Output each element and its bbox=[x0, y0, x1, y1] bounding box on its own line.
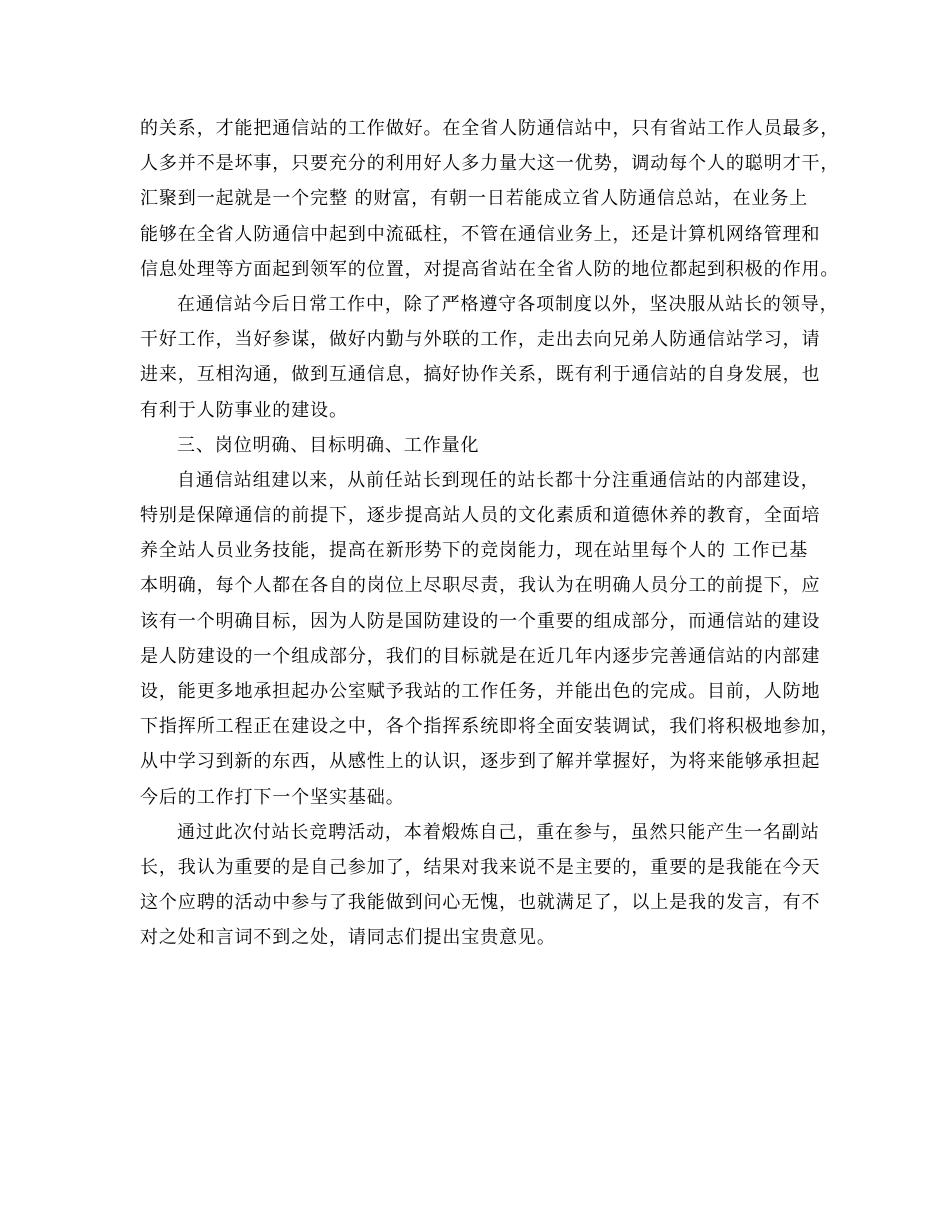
document-body bbox=[140, 111, 840, 956]
text-line: 养全站人员业务技能，提高在新形势下的竞岗能力，现在站里每个人的 工作已基 bbox=[140, 540, 809, 562]
text-line: 信息处理等方面起到领军的位置，对提高省站在全省人防的地位都起到积极的作用。 bbox=[140, 258, 840, 280]
text-line: 能够在全省人防通信中起到中流砥柱，不管在通信业务上，还是计算机网络管理和 bbox=[140, 223, 821, 245]
text-line: 人多并不是坏事，只要充分的利用好人多力量大这一优势，调动每个人的聪明才干， bbox=[140, 153, 840, 175]
text-line: 长，我认为重要的是自己参加了，结果对我来说不是主要的，重要的是我能在今天 bbox=[140, 856, 821, 878]
section-heading: 三、岗位明确、目标明确、工作量化 bbox=[177, 434, 480, 456]
paragraph-first-line: 在通信站今后日常工作中，除了严格遵守各项制度以外，坚决服从站长的领导， bbox=[177, 293, 839, 315]
text-line: 从中学习到新的东西，从感性上的认识，逐步到了解并掌握好，为将来能够承担起 bbox=[140, 751, 821, 773]
text-line: 的关系，才能把通信站的工作做好。在全省人防通信站中，只有省站工作人员最多， bbox=[140, 118, 840, 139]
text-line: 下指挥所工程正在建设之中，各个指挥系统即将全面安装调试，我们将积极地参加， bbox=[140, 716, 840, 738]
text-line: 本明确，每个人都在各自的岗位上尽职尽责，我认为在明确人员分工的前提下，应 bbox=[140, 575, 821, 597]
text-line: 汇聚到一起就是一个完整 的财富，有朝一日若能成立省人防通信总站，在业务上 bbox=[140, 188, 809, 210]
text-line: 进来，互相沟通，做到互通信息，搞好协作关系，既有利于通信站的自身发展，也 bbox=[140, 364, 821, 386]
text-line: 设，能更多地承担起办公室赋予我站的工作任务，并能出色的完成。目前，人防地 bbox=[140, 681, 821, 702]
text-line: 干好工作，当好参谋，做好内勤与外联的工作，走出去向兄弟人防通信站学习，请 bbox=[140, 329, 821, 351]
paragraph-first-line: 自通信站组建以来，从前任站长到现任的站长都十分注重通信站的内部建设， bbox=[177, 469, 820, 491]
text-line: 有利于人防事业的建设。 bbox=[140, 399, 348, 421]
paragraph-first-line: 通过此次付站长竞聘活动，本着煅炼自己，重在参与，虽然只能产生一名副站 bbox=[177, 821, 820, 843]
text-line: 对之处和言词不到之处，请同志们提出宝贵意见。 bbox=[140, 927, 556, 949]
text-line: 今后的工作打下一个坚实基础。 bbox=[140, 786, 405, 808]
text-line: 是人防建设的一个组成部分，我们的目标就是在近几年内逐步完善通信站的内部建 bbox=[140, 645, 821, 667]
text-line: 该有一个明确目标，因为人防是国防建设的一个重要的组成部分，而通信站的建设 bbox=[140, 610, 821, 632]
text-line: 特别是保障通信的前提下，逐步提高站人员的文化素质和道德休养的教育，全面培 bbox=[140, 505, 821, 527]
text-line: 这个应聘的活动中参与了我能做到问心无愧，也就满足了，以上是我的发言，有不 bbox=[140, 892, 821, 914]
